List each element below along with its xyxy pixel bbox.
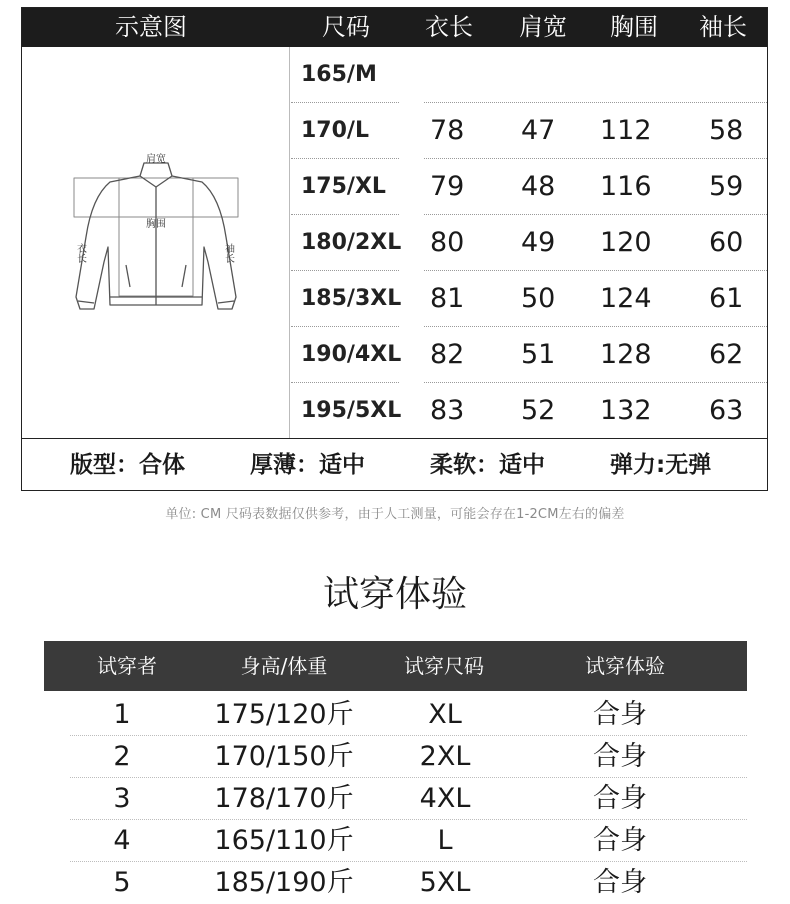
try-size: L: [437, 825, 453, 856]
header-sleeve: 袖长: [699, 13, 747, 41]
length-cell: 83: [430, 395, 465, 426]
attr-thickness: 厚薄：适中: [250, 452, 365, 478]
tester-id: 4: [113, 825, 131, 856]
try-size: 2XL: [419, 741, 471, 772]
header-height-weight: 身高/体重: [240, 654, 328, 678]
diagram-label-sleeve: 袖长: [222, 243, 234, 263]
size-cell: 185/3XL: [301, 286, 402, 311]
attr-fit: 版型：合体: [70, 452, 185, 478]
diagram-label-length: 衣长: [74, 243, 86, 263]
measurement-note: 单位: CM 尺码表数据仅供参考，由于人工测量，可能会存在1-2CM左右的偏差: [165, 507, 625, 522]
try-on-row: [44, 778, 747, 820]
chest-cell: 116: [600, 171, 652, 202]
size-row: [291, 327, 767, 383]
shoulder-cell: 49: [521, 227, 556, 258]
chest-cell: 112: [600, 115, 652, 146]
length-cell: 78: [430, 115, 465, 146]
header-tester: 试穿者: [97, 654, 157, 678]
length-cell: 81: [430, 283, 465, 314]
size-cell: 190/4XL: [301, 342, 402, 367]
try-on-header: [44, 641, 747, 691]
header-shoulder: 肩宽: [519, 13, 567, 41]
tester-id: 2: [113, 741, 131, 772]
size-cell: 175/XL: [301, 174, 386, 199]
header-chest: 胸围: [610, 13, 658, 41]
header-experience: 试穿体验: [585, 654, 665, 678]
fit-result: 合身: [593, 741, 647, 772]
attr-softness: 柔软：适中: [430, 452, 545, 478]
tester-id: 5: [113, 867, 131, 898]
try-on-row: [44, 694, 747, 736]
sleeve-cell: 61: [709, 283, 744, 314]
size-cell: 180/2XL: [301, 230, 402, 255]
length-cell: 80: [430, 227, 465, 258]
try-size: 5XL: [419, 867, 471, 898]
size-row: [291, 271, 767, 327]
height-weight: 185/190斤: [214, 867, 354, 898]
chest-cell: 120: [600, 227, 652, 258]
shoulder-cell: 50: [521, 283, 556, 314]
size-row: [291, 103, 767, 159]
chest-cell: 124: [600, 283, 652, 314]
height-weight: 165/110斤: [214, 825, 354, 856]
try-size: 4XL: [419, 783, 471, 814]
diagram-label-shoulder: 肩宽: [146, 154, 166, 165]
height-weight: 175/120斤: [214, 699, 354, 730]
fit-result: 合身: [593, 783, 647, 814]
size-cell: 170/L: [301, 118, 369, 143]
size-cell: 165/M: [301, 62, 377, 87]
sleeve-cell: 59: [709, 171, 744, 202]
header-try-size: 试穿尺码: [404, 654, 484, 678]
attr-elasticity: 弹力:无弹: [610, 452, 712, 478]
length-cell: 82: [430, 339, 465, 370]
shoulder-cell: 51: [521, 339, 556, 370]
height-weight: 178/170斤: [214, 783, 354, 814]
fit-result: 合身: [593, 867, 647, 898]
shoulder-cell: 52: [521, 395, 556, 426]
chest-cell: 128: [600, 339, 652, 370]
shoulder-cell: 47: [521, 115, 556, 146]
sleeve-cell: 62: [709, 339, 744, 370]
size-row: [291, 159, 767, 215]
shoulder-cell: 48: [521, 171, 556, 202]
size-cell: 195/5XL: [301, 398, 402, 423]
fit-result: 合身: [593, 699, 647, 730]
try-on-title: 试穿体验: [322, 574, 467, 615]
try-on-row: [44, 862, 747, 904]
header-length: 衣长: [425, 13, 473, 41]
jacket-diagram: [22, 47, 290, 438]
size-row: [291, 47, 767, 103]
size-chart-table: [21, 7, 768, 491]
sleeve-cell: 60: [709, 227, 744, 258]
height-weight: 170/150斤: [214, 741, 354, 772]
fit-result: 合身: [593, 825, 647, 856]
tester-id: 3: [113, 783, 131, 814]
try-on-row: [44, 736, 747, 778]
tester-id: 1: [113, 699, 131, 730]
size-row: [291, 215, 767, 271]
fabric-attributes: [22, 438, 767, 492]
header-diagram: 示意图: [115, 13, 187, 41]
try-on-table: [44, 641, 747, 898]
diagram-label-chest: 胸围: [146, 219, 166, 230]
sleeve-cell: 63: [709, 395, 744, 426]
length-cell: 79: [430, 171, 465, 202]
jacket-diagram-cell: [22, 47, 290, 438]
header-size: 尺码: [322, 13, 370, 41]
size-chart-header: [22, 8, 767, 47]
sleeve-cell: 58: [709, 115, 744, 146]
try-on-row: [44, 820, 747, 862]
try-size: XL: [428, 699, 462, 730]
size-row: [291, 383, 767, 439]
chest-cell: 132: [600, 395, 652, 426]
